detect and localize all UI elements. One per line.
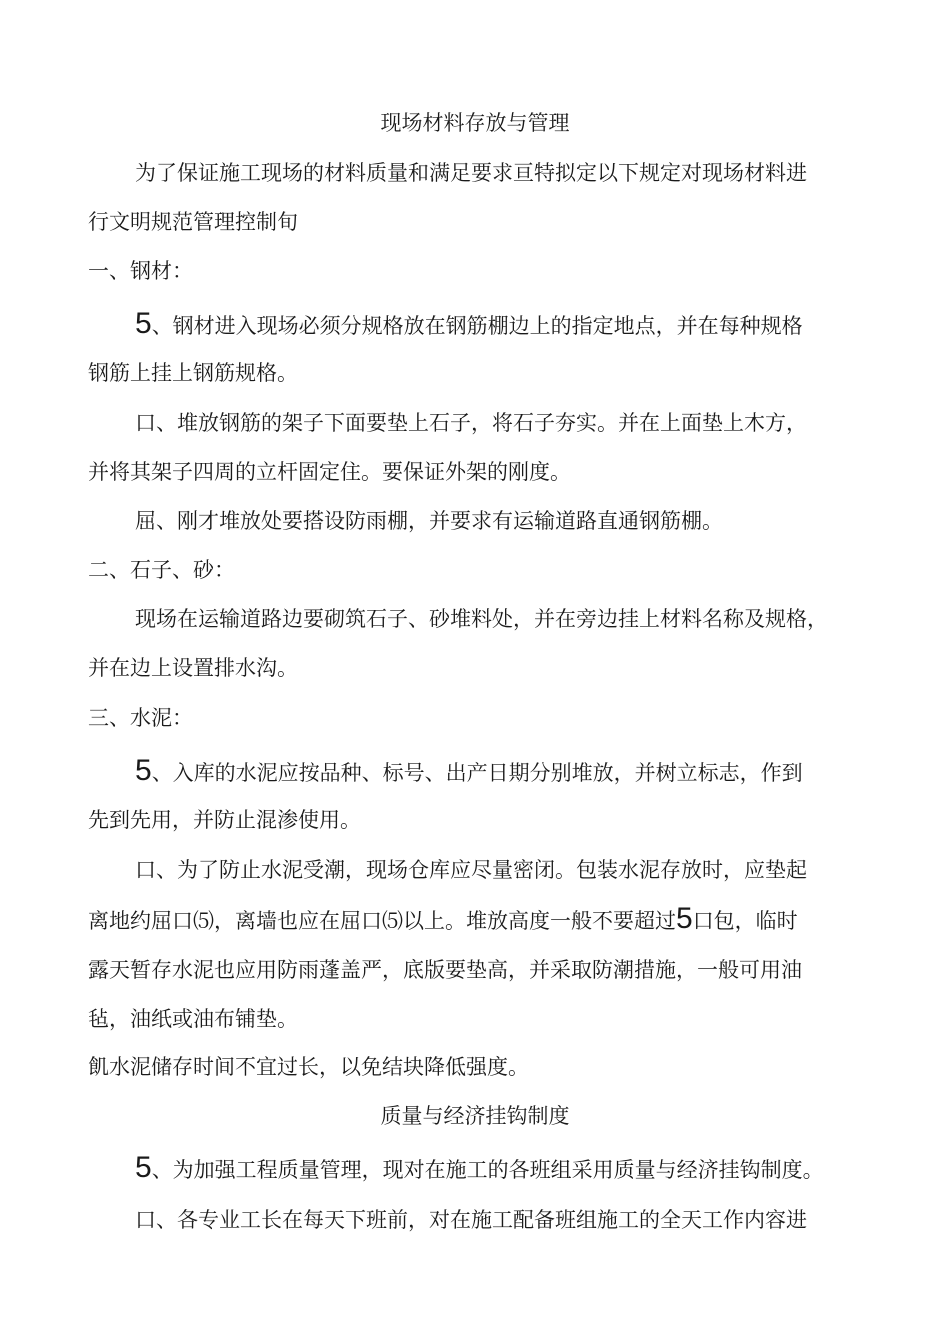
item-number: 5	[135, 754, 152, 787]
cement-item-1-line-2: 先到先用，并防止混渗使用。	[88, 808, 361, 832]
steel-item-1-line-1	[135, 309, 803, 341]
item-text: 、为加强工程质量管理，现对在施工的各班组采用质量与经济挂钩制度。	[151, 1158, 824, 1182]
cement-item-3: 飢水泥储存时间不宜过长，以免结块降低强度。	[88, 1055, 529, 1079]
cement-item-2-line-2	[88, 904, 798, 936]
cement-item-2-line-4: 毡，油纸或油布铺垫。	[88, 1007, 298, 1031]
stone-sand-line-2: 并在边上设置排水沟。	[88, 656, 298, 680]
heading-cement: 三、水泥：	[88, 706, 193, 730]
intro-line-2: 行文明规范管理控制旬	[88, 210, 298, 234]
quality-item-1	[135, 1153, 824, 1185]
item-text: 口包，临时	[692, 909, 798, 933]
section-title-material-storage: 现场材料存放与管理	[380, 111, 570, 135]
item-number: 5	[135, 1151, 152, 1184]
steel-item-2-line-1: 口、堆放钢筋的架子下面要垫上石子，将石子夯实。并在上面垫上木方，	[135, 411, 807, 435]
item-text: 、钢材进入现场必须分规格放在钢筋棚边上的指定地点，并在每种规格	[151, 314, 803, 338]
quality-item-2: 口、各专业工长在每天下班前，对在施工配备班组施工的全天工作内容进	[135, 1208, 807, 1232]
steel-item-2-line-2: 并将其架子四周的立杆固定住。要保证外架的刚度。	[88, 460, 571, 484]
steel-item-3: 屈、刚才堆放处要搭设防雨棚，并要求有运输道路直通钢筋棚。	[135, 509, 723, 533]
steel-item-1-line-2: 钢筋上挂上钢筋规格。	[88, 361, 298, 385]
cement-item-1-line-1	[135, 756, 803, 788]
item-number: 5	[135, 307, 152, 340]
section-title-quality-economy: 质量与经济挂钩制度	[380, 1104, 570, 1128]
item-text: 离地约屈口⑸，离墙也应在屈口⑸以上。堆放高度一般不要超过	[88, 909, 676, 933]
heading-steel: 一、钢材：	[88, 259, 193, 283]
intro-line-1: 为了保证施工现场的材料质量和满足要求亘特拟定以下规定对现场材料进	[135, 161, 807, 185]
cement-item-2-line-1: 口、为了防止水泥受潮，现场仓库应尽量密闭。包装水泥存放时，应垫起	[135, 858, 807, 882]
cement-item-2-line-3: 露天暂存水泥也应用防雨蓬盖严，底版要垫高，并采取防潮措施，一般可用油	[88, 958, 802, 982]
stone-sand-line-1: 现场在运输道路边要砌筑石子、砂堆料处，并在旁边挂上材料名称及规格，	[135, 607, 828, 631]
item-number: 5	[676, 902, 693, 935]
item-text: 、入库的水泥应按品种、标号、出产日期分别堆放，并树立标志，作到	[151, 761, 803, 785]
heading-stone-sand: 二、石子、砂：	[88, 558, 235, 582]
